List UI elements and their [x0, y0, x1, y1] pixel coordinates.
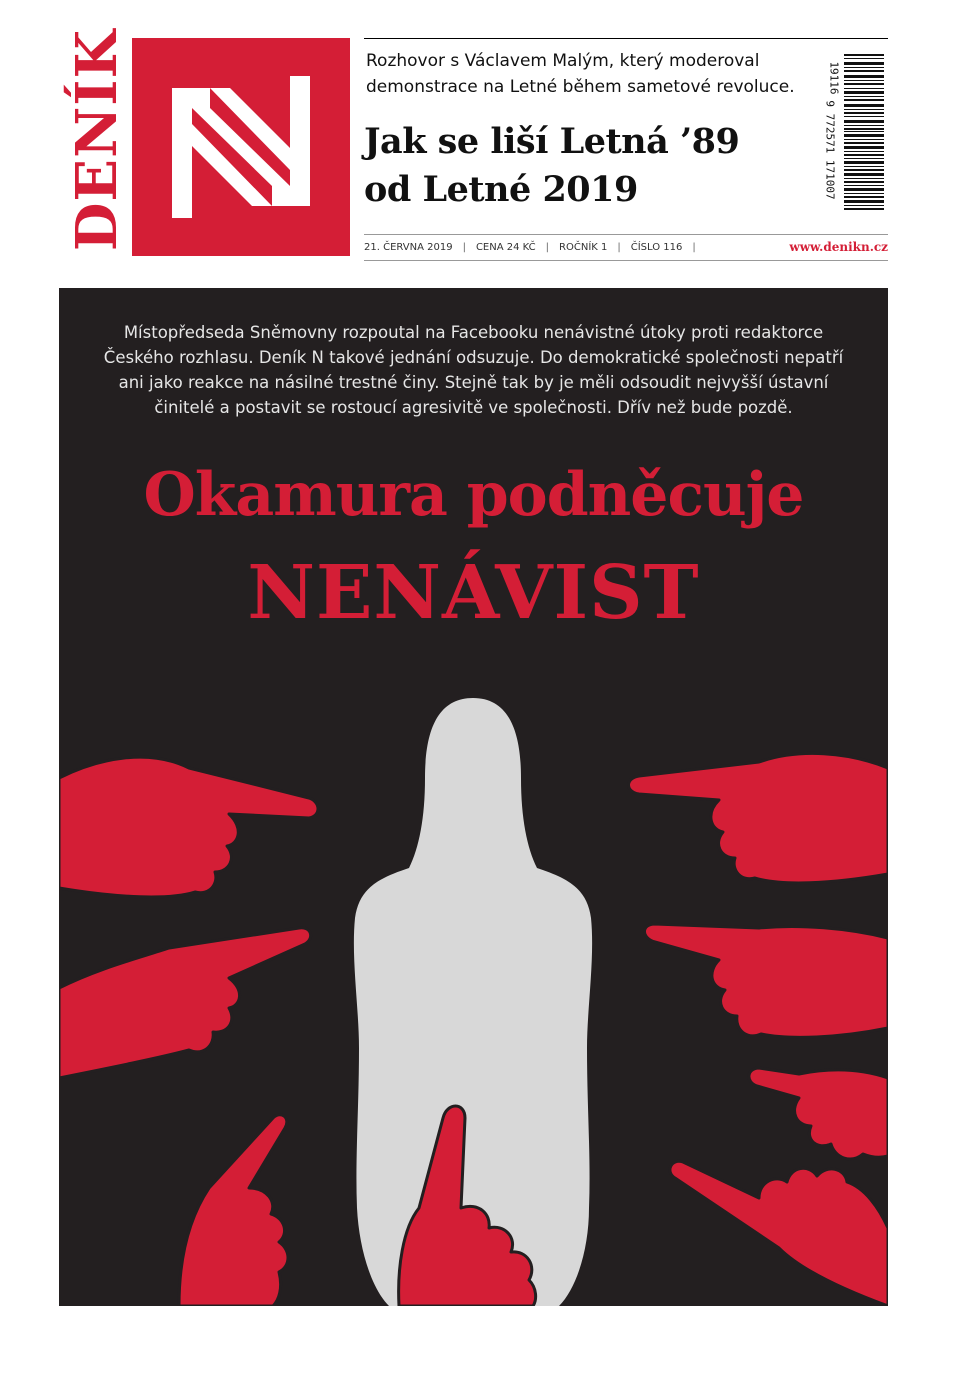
hand-pointing-icon	[629, 753, 889, 882]
cover-illustration	[59, 688, 888, 1306]
hand-pointing-icon	[59, 757, 318, 897]
website-link[interactable]: www.denikn.cz	[789, 240, 888, 254]
info-rule-top	[364, 234, 888, 235]
hand-pointing-icon	[670, 1161, 888, 1306]
issue-info-bar	[364, 238, 888, 256]
separator: |	[692, 241, 696, 253]
n-logo-icon	[132, 38, 350, 256]
masthead-title-text: DENÍK	[64, 28, 130, 252]
top-rule	[364, 38, 888, 39]
cover-lead-text: Místopředseda Sněmovny rozpoutal na Facebooku nenávistné útoky proti redaktorce Českého rozhlasu. Deník N takové jednání odsuzuje. Do demokratické společnosti nepatří ani jako reakce na násilné trestné činy. Stejně tak by je měli odsoudit nejvyšší ústavní činitelé a postavit se rostoucí agresivitě ve společnosti. Dřív než bude pozdě.	[103, 323, 844, 417]
teaser-headline-line1: Jak se liší Letná ’89	[364, 121, 740, 162]
barcode-number: 9 772571 171007	[823, 100, 837, 200]
issue-number: ČÍSLO 116	[630, 241, 683, 253]
barcode-issue-code: 19116	[827, 61, 841, 95]
separator: |	[462, 241, 466, 253]
issue-volume: ROČNÍK 1	[559, 241, 608, 253]
barcode-icon	[844, 54, 884, 212]
hand-pointing-icon	[59, 928, 311, 1078]
cover-headline-line2: NENÁVIST	[247, 550, 700, 636]
issue-date: 21. ČERVNA 2019	[364, 241, 453, 253]
hand-pointing-icon	[179, 1115, 288, 1306]
cover-story[interactable]	[59, 288, 888, 1306]
info-rule-bottom	[364, 260, 888, 261]
hand-pointing-icon	[645, 924, 889, 1037]
separator: |	[617, 241, 621, 253]
separator: |	[545, 241, 550, 253]
masthead-vertical-title	[62, 20, 132, 260]
hand-pointing-icon	[749, 1068, 888, 1159]
denik-n-logo[interactable]	[132, 38, 350, 256]
teaser-subtitle[interactable]: Rozhovor s Václavem Malým, který moderoval demonstrace na Letné během sametové revoluce.	[366, 51, 795, 97]
issue-price: CENA 24 KČ	[475, 241, 536, 253]
cover-headline-line1: Okamura podněcuje	[143, 460, 804, 530]
teaser-headline[interactable]	[364, 118, 834, 214]
teaser-headline-line2: od Letné 2019	[364, 169, 638, 210]
